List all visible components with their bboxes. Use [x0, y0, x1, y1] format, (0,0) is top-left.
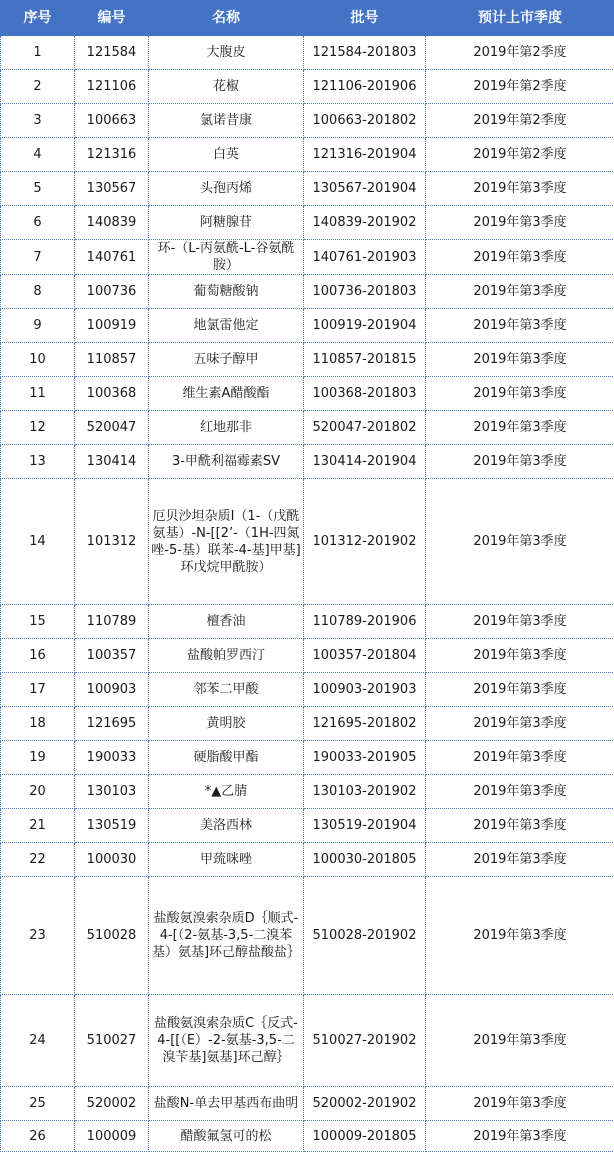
- cell-lot: 100357-201804: [304, 639, 426, 673]
- table-row: [1, 707, 614, 741]
- cell-code: 101312: [75, 479, 149, 605]
- cell-quarter: 2019年第3季度: [426, 445, 614, 479]
- cell-seq: 18: [1, 707, 75, 741]
- cell-name: 维生素A醋酸酯: [149, 377, 304, 411]
- cell-seq: 23: [1, 877, 75, 995]
- cell-name: 邻苯二甲酸: [149, 673, 304, 707]
- cell-lot: 520002-201902: [304, 1087, 426, 1121]
- cell-seq: 19: [1, 741, 75, 775]
- table-row: [1, 843, 614, 877]
- cell-seq: 16: [1, 639, 75, 673]
- cell-code: 190033: [75, 741, 149, 775]
- cell-name: 盐酸氨溴索杂质D｛顺式-4-[（2-氨基-3,5-二溴苯基）氨基]环己醇盐酸盐｝: [149, 877, 304, 995]
- cell-name: 白英: [149, 138, 304, 172]
- cell-seq: 12: [1, 411, 75, 445]
- cell-code: 520047: [75, 411, 149, 445]
- cell-quarter: 2019年第3季度: [426, 275, 614, 309]
- cell-lot: 121695-201802: [304, 707, 426, 741]
- table-row: [1, 995, 614, 1087]
- cell-lot: 190033-201905: [304, 741, 426, 775]
- table-row: [1, 639, 614, 673]
- cell-name: 地氯雷他定: [149, 309, 304, 343]
- cell-code: 130519: [75, 809, 149, 843]
- cell-seq: 7: [1, 240, 75, 275]
- cell-name: 盐酸帕罗西汀: [149, 639, 304, 673]
- cell-seq: 4: [1, 138, 75, 172]
- table-row: [1, 206, 614, 240]
- cell-quarter: 2019年第2季度: [426, 138, 614, 172]
- cell-name: 甲巯咪唑: [149, 843, 304, 877]
- cell-lot: 100368-201803: [304, 377, 426, 411]
- cell-lot: 100663-201802: [304, 104, 426, 138]
- cell-seq: 11: [1, 377, 75, 411]
- cell-quarter: 2019年第3季度: [426, 377, 614, 411]
- header-seq: 序号: [1, 1, 75, 36]
- cell-seq: 1: [1, 36, 75, 70]
- table-row: [1, 70, 614, 104]
- cell-code: 100903: [75, 673, 149, 707]
- cell-quarter: 2019年第3季度: [426, 673, 614, 707]
- cell-lot: 100736-201803: [304, 275, 426, 309]
- table-row: [1, 775, 614, 809]
- cell-seq: 15: [1, 605, 75, 639]
- cell-lot: 130103-201902: [304, 775, 426, 809]
- table-row: [1, 877, 614, 995]
- cell-lot: 140839-201902: [304, 206, 426, 240]
- cell-seq: 17: [1, 673, 75, 707]
- cell-lot: 510027-201902: [304, 995, 426, 1087]
- table-row: [1, 479, 614, 605]
- cell-name: 盐酸氨溴索杂质C｛反式-4-[[（E）-2-氨基-3,5-二溴苄基]氨基]环己醇｝: [149, 995, 304, 1087]
- cell-quarter: 2019年第3季度: [426, 843, 614, 877]
- table-row: [1, 138, 614, 172]
- cell-name: 氯诺昔康: [149, 104, 304, 138]
- cell-quarter: 2019年第3季度: [426, 775, 614, 809]
- header-code: 编号: [75, 1, 149, 36]
- header-lot: 批号: [304, 1, 426, 36]
- table-row: [1, 445, 614, 479]
- cell-name: 头孢丙烯: [149, 172, 304, 206]
- cell-name: 环-（L-丙氨酰-L-谷氨酰胺）: [149, 240, 304, 275]
- cell-name: 红地那非: [149, 411, 304, 445]
- cell-seq: 20: [1, 775, 75, 809]
- cell-lot: 101312-201902: [304, 479, 426, 605]
- cell-code: 100030: [75, 843, 149, 877]
- cell-name: 阿糖腺苷: [149, 206, 304, 240]
- cell-name: 檀香油: [149, 605, 304, 639]
- table-row: [1, 741, 614, 775]
- header-row: [1, 1, 614, 36]
- cell-lot: 121316-201904: [304, 138, 426, 172]
- cell-lot: 121584-201803: [304, 36, 426, 70]
- cell-code: 140839: [75, 206, 149, 240]
- cell-quarter: 2019年第3季度: [426, 309, 614, 343]
- cell-code: 140761: [75, 240, 149, 275]
- cell-quarter: 2019年第3季度: [426, 707, 614, 741]
- cell-quarter: 2019年第3季度: [426, 240, 614, 275]
- cell-seq: 6: [1, 206, 75, 240]
- table-row: [1, 172, 614, 206]
- cell-code: 510027: [75, 995, 149, 1087]
- cell-quarter: 2019年第3季度: [426, 1087, 614, 1121]
- cell-code: 100919: [75, 309, 149, 343]
- cell-quarter: 2019年第3季度: [426, 343, 614, 377]
- cell-code: 100357: [75, 639, 149, 673]
- cell-code: 130103: [75, 775, 149, 809]
- table-row: [1, 240, 614, 275]
- cell-quarter: 2019年第3季度: [426, 741, 614, 775]
- cell-name: 五味子醇甲: [149, 343, 304, 377]
- table-row: [1, 36, 614, 70]
- cell-code: 100663: [75, 104, 149, 138]
- cell-seq: 2: [1, 70, 75, 104]
- cell-quarter: 2019年第3季度: [426, 605, 614, 639]
- cell-quarter: 2019年第3季度: [426, 877, 614, 995]
- cell-lot: 100009-201805: [304, 1121, 426, 1152]
- cell-quarter: 2019年第3季度: [426, 639, 614, 673]
- cell-seq: 9: [1, 309, 75, 343]
- cell-code: 510028: [75, 877, 149, 995]
- cell-name: *▲乙腈: [149, 775, 304, 809]
- cell-lot: 520047-201802: [304, 411, 426, 445]
- cell-name: 美洛西林: [149, 809, 304, 843]
- table-row: [1, 275, 614, 309]
- table-row: [1, 1087, 614, 1121]
- table-row: [1, 309, 614, 343]
- cell-quarter: 2019年第2季度: [426, 36, 614, 70]
- cell-lot: 130414-201904: [304, 445, 426, 479]
- cell-seq: 24: [1, 995, 75, 1087]
- cell-code: 130414: [75, 445, 149, 479]
- cell-seq: 26: [1, 1121, 75, 1152]
- cell-code: 130567: [75, 172, 149, 206]
- cell-name: 大腹皮: [149, 36, 304, 70]
- cell-seq: 3: [1, 104, 75, 138]
- cell-quarter: 2019年第3季度: [426, 411, 614, 445]
- cell-lot: 510028-201902: [304, 877, 426, 995]
- cell-quarter: 2019年第3季度: [426, 995, 614, 1087]
- cell-code: 121695: [75, 707, 149, 741]
- cell-code: 121106: [75, 70, 149, 104]
- cell-seq: 8: [1, 275, 75, 309]
- table-row: [1, 1121, 614, 1152]
- cell-quarter: 2019年第2季度: [426, 104, 614, 138]
- cell-name: 黄明胶: [149, 707, 304, 741]
- header-name: 名称: [149, 1, 304, 36]
- cell-name: 盐酸N-单去甲基西布曲明: [149, 1087, 304, 1121]
- cell-code: 121316: [75, 138, 149, 172]
- cell-code: 110789: [75, 605, 149, 639]
- cell-name: 花椒: [149, 70, 304, 104]
- cell-code: 110857: [75, 343, 149, 377]
- cell-seq: 14: [1, 479, 75, 605]
- cell-lot: 110857-201815: [304, 343, 426, 377]
- cell-seq: 13: [1, 445, 75, 479]
- cell-name: 3-甲酰利福霉素SV: [149, 445, 304, 479]
- cell-lot: 130519-201904: [304, 809, 426, 843]
- table-row: [1, 411, 614, 445]
- cell-lot: 130567-201904: [304, 172, 426, 206]
- cell-lot: 121106-201906: [304, 70, 426, 104]
- cell-name: 醋酸氟氢可的松: [149, 1121, 304, 1152]
- cell-seq: 5: [1, 172, 75, 206]
- cell-seq: 22: [1, 843, 75, 877]
- cell-quarter: 2019年第3季度: [426, 1121, 614, 1152]
- cell-quarter: 2019年第3季度: [426, 172, 614, 206]
- cell-lot: 140761-201903: [304, 240, 426, 275]
- cell-code: 121584: [75, 36, 149, 70]
- header-quarter: 预计上市季度: [426, 1, 614, 36]
- cell-name: 厄贝沙坦杂质I（1-（戊酰氨基）-N-[[2’-（1H-四氮唑-5-基）联苯-4-基]甲基]环戊烷甲酰胺）: [149, 479, 304, 605]
- table-row: [1, 809, 614, 843]
- cell-code: 100009: [75, 1121, 149, 1152]
- cell-seq: 21: [1, 809, 75, 843]
- cell-lot: 100903-201903: [304, 673, 426, 707]
- cell-seq: 25: [1, 1087, 75, 1121]
- cell-quarter: 2019年第2季度: [426, 70, 614, 104]
- table-row: [1, 343, 614, 377]
- cell-lot: 100030-201805: [304, 843, 426, 877]
- cell-quarter: 2019年第3季度: [426, 809, 614, 843]
- cell-code: 520002: [75, 1087, 149, 1121]
- cell-lot: 100919-201904: [304, 309, 426, 343]
- cell-name: 硬脂酸甲酯: [149, 741, 304, 775]
- table-row: [1, 605, 614, 639]
- table-row: [1, 377, 614, 411]
- table-row: [1, 673, 614, 707]
- cell-code: 100368: [75, 377, 149, 411]
- cell-name: 葡萄糖酸钠: [149, 275, 304, 309]
- cell-quarter: 2019年第3季度: [426, 479, 614, 605]
- cell-lot: 110789-201906: [304, 605, 426, 639]
- cell-seq: 10: [1, 343, 75, 377]
- cell-quarter: 2019年第3季度: [426, 206, 614, 240]
- cell-code: 100736: [75, 275, 149, 309]
- table-row: [1, 104, 614, 138]
